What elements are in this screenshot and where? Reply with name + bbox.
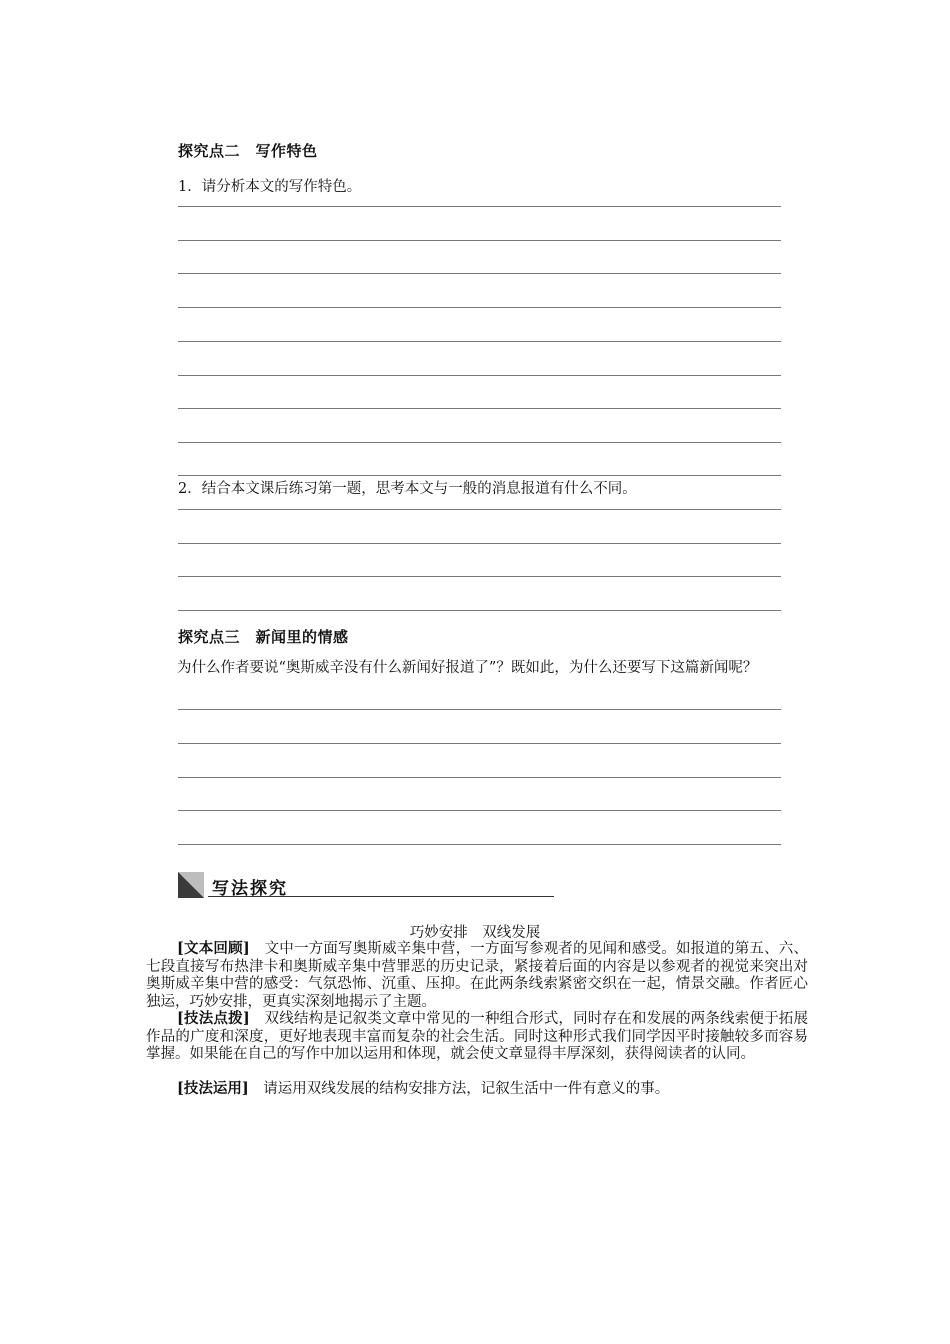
article-title: 巧妙安排 双线发展 xyxy=(409,925,541,941)
answer-line[interactable] xyxy=(178,206,781,207)
paragraph-label: [文本回顾] xyxy=(177,940,250,957)
question-2: 2．结合本文课后练习第一题，思考本文与一般的消息报道有什么不同。 xyxy=(178,481,637,497)
paragraph-text-review xyxy=(146,940,808,1011)
question-1: 1．请分析本文的写作特色。 xyxy=(178,179,362,195)
banner-rule xyxy=(208,896,554,897)
banner-title: 写法探究 xyxy=(212,879,288,899)
corner-triangle-icon xyxy=(178,872,204,898)
answer-line[interactable] xyxy=(178,509,781,510)
answer-line[interactable] xyxy=(178,442,781,443)
answer-line[interactable] xyxy=(178,341,781,342)
answer-line[interactable] xyxy=(178,576,781,577)
answer-line[interactable] xyxy=(178,240,781,241)
answer-line[interactable] xyxy=(178,273,781,274)
answer-line[interactable] xyxy=(178,709,781,710)
section-heading-emotion-in-news: 探究点三 新闻里的情感 xyxy=(178,628,349,646)
paragraph-label: [技法运用] xyxy=(177,1080,249,1097)
answer-line[interactable] xyxy=(178,475,781,476)
answer-line[interactable] xyxy=(178,543,781,544)
answer-line[interactable] xyxy=(178,375,781,376)
paragraph-body: 文中一方面写奥斯威辛集中营，一方面写参观者的见闻和感受。如报道的第五、六、七段直接写布热津卡和奥斯威辛集中营罪恶的历史记录，紧接着后面的内容是以参观者的视觉来突出对奥斯威辛集中营的感受：气氛恐怖、沉重、压抑。在此两条线索紧密交织在一起，情景交融。作者匠心独运，巧妙安排，更真实深刻地揭示了主题。 xyxy=(146,941,808,1010)
paragraph-technique-tips xyxy=(146,1010,808,1064)
paragraph-body: 双线结构是记叙类文章中常见的一种组合形式，同时存在和发展的两条线索便于拓展作品的广度和深度，更好地表现丰富而复杂的社会生活。同时这种形式我们同学因平时接触较多而容易掌握。如果能在自己的写作中加以运用和体现，就会使文章显得丰厚深刻，获得阅读者的认同。 xyxy=(146,1011,808,1062)
question-3: 为什么作者要说“奥斯威辛没有什么新闻好报道了”？既如此，为什么还要写下这篇新闻呢？ xyxy=(177,660,758,676)
paragraph-technique-practice xyxy=(146,1080,808,1099)
answer-line[interactable] xyxy=(178,743,781,744)
answer-line[interactable] xyxy=(178,307,781,308)
paragraph-label: [技法点拨] xyxy=(177,1010,250,1027)
paragraph-body: 请运用双线发展的结构安排方法，记叙生活中一件有意义的事。 xyxy=(248,1081,670,1097)
answer-line[interactable] xyxy=(178,844,781,845)
writing-method-banner xyxy=(178,872,554,898)
answer-line[interactable] xyxy=(178,408,781,409)
answer-line[interactable] xyxy=(178,610,781,611)
section-heading-writing-features: 探究点二 写作特色 xyxy=(178,142,318,160)
answer-line[interactable] xyxy=(178,777,781,778)
answer-line[interactable] xyxy=(178,810,781,811)
